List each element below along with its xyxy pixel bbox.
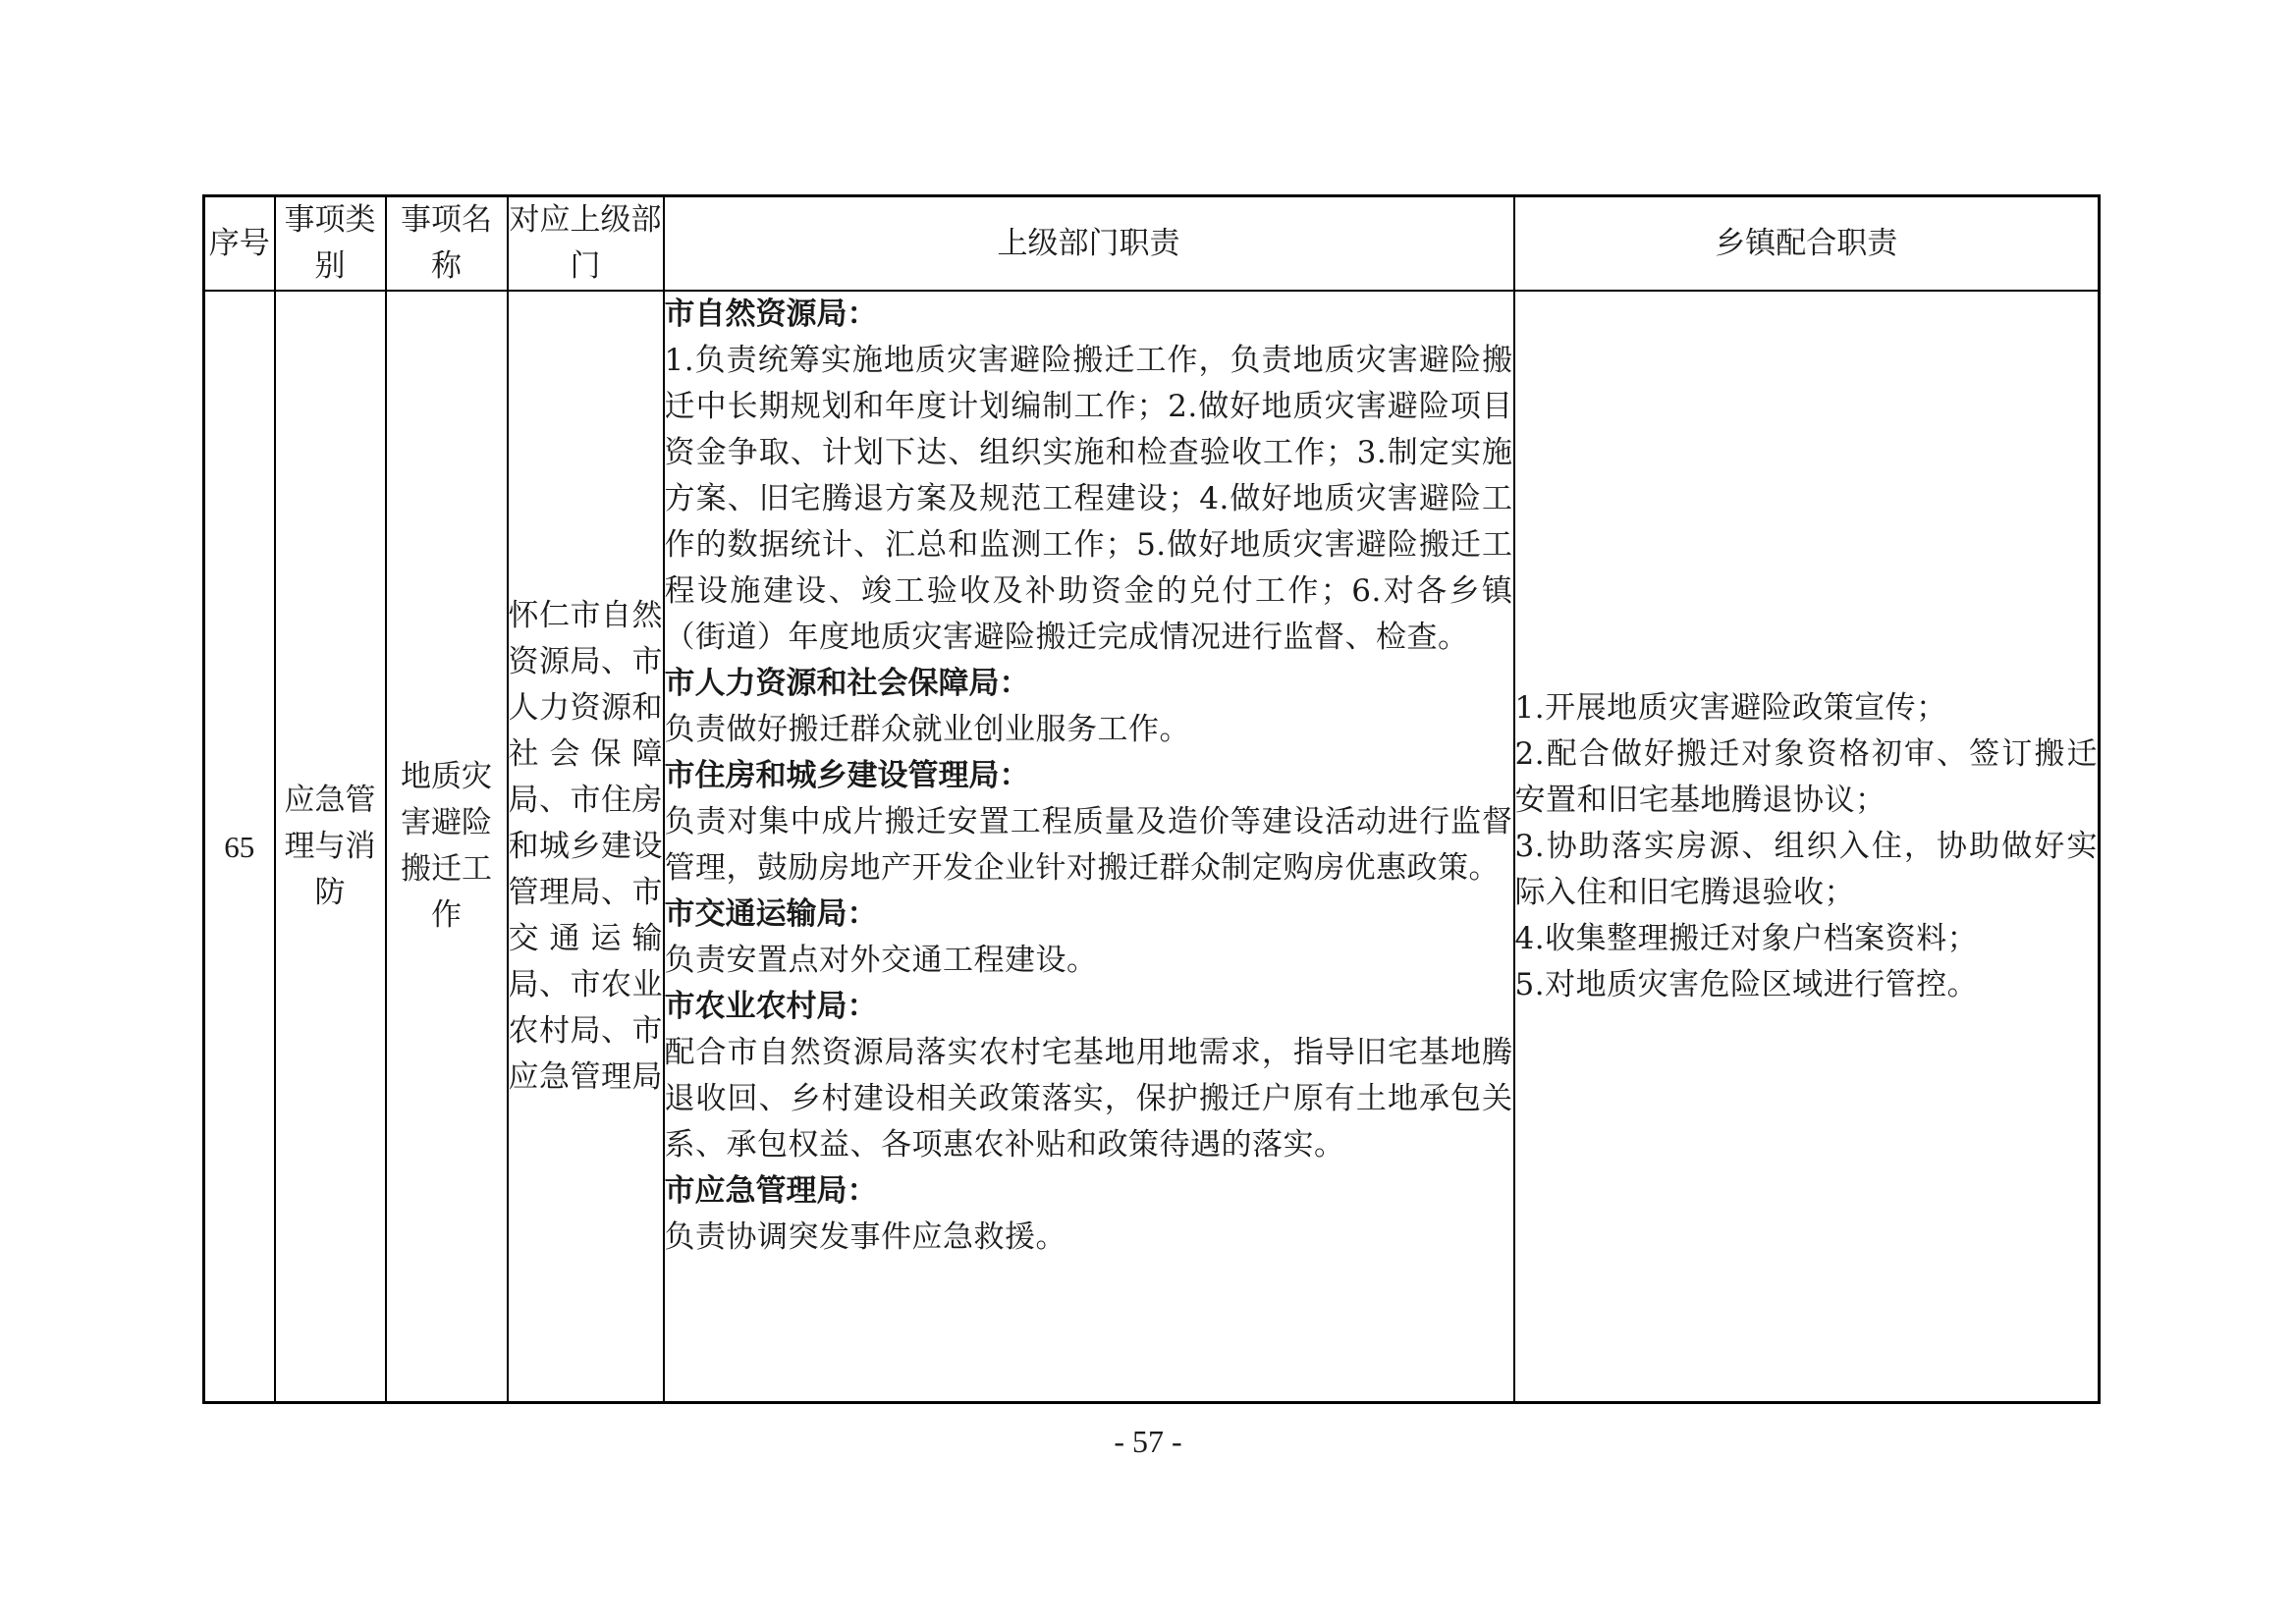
duty-text: 负责协调突发事件应急救援。 xyxy=(664,1219,1066,1255)
header-upper-duties: 上级部门职责 xyxy=(664,196,1514,292)
duty-text: 1.负责统筹实施地质灾害避险搬迁工作，负责地质灾害避险搬迁中长期规划和年度计划编制工作；2.做好地质灾害避险项目资金争取、计划下达、组织实施和检查验收工作；3.制定实施方案、旧宅腾退方案及规范工程建设；4.做好地质灾害避险工作的数据统计、汇总和监测工作；5.做好地质灾害避险搬迁工程设施建设、竣工验收及补助资金的兑付工作；6.对各乡镇（街道）年度地质灾害避险搬迁完成情况进行监督、检查。 xyxy=(664,343,1513,655)
town-duty-item: 4.收集整理搬迁对象户档案资料； xyxy=(1514,920,1979,956)
cell-dept-list: 怀仁市自然资源局、市人力资源和社会保障局、市住房和城乡建设管理局、市交通运输局、市农业农村局、市应急管理局 xyxy=(508,291,664,1403)
duty-text: 负责做好搬迁群众就业创业服务工作。 xyxy=(664,712,1190,747)
header-category: 事项类别 xyxy=(275,196,386,292)
duty-block xyxy=(665,984,1513,1168)
duty-text: 配合市自然资源局落实农村宅基地用地需求，指导旧宅基地腾退收回、乡村建设相关政策落实，保护搬迁户原有土地承包关系、承包权益、各项惠农补贴和政策待遇的落实。 xyxy=(664,1035,1513,1163)
duty-block xyxy=(665,892,1513,984)
duty-dept-name: 市交通运输局： xyxy=(664,896,878,932)
table-row xyxy=(204,291,2100,1403)
page-number: - 57 - xyxy=(1114,1424,1182,1459)
header-town-duties: 乡镇配合职责 xyxy=(1514,196,2100,292)
header-seq: 序号 xyxy=(204,196,275,292)
duty-dept-name: 市住房和城乡建设管理局： xyxy=(664,758,1030,793)
header-dept: 对应上级部门 xyxy=(508,196,664,292)
duty-dept-name: 市农业农村局： xyxy=(664,989,878,1024)
cell-seq: 65 xyxy=(204,291,275,1403)
town-duty-item: 1.开展地质灾害避险政策宣传； xyxy=(1514,689,1947,726)
cell-upper-duties xyxy=(664,291,1514,1403)
duty-dept-name: 市应急管理局： xyxy=(664,1173,878,1209)
duty-block xyxy=(665,661,1513,753)
duty-text: 负责对集中成片搬迁安置工程质量及造价等建设活动进行监督管理，鼓励房地产开发企业针对搬迁群众制定购房优惠政策。 xyxy=(664,804,1513,886)
duty-block xyxy=(665,292,1513,661)
cell-category: 应急管理与消防 xyxy=(275,291,386,1403)
duty-dept-name: 市人力资源和社会保障局： xyxy=(664,666,1030,701)
town-duty-item: 5.对地质灾害危险区域进行管控。 xyxy=(1514,966,1979,1002)
cell-town-duties xyxy=(1514,291,2100,1403)
duty-text: 负责安置点对外交通工程建设。 xyxy=(664,943,1098,978)
town-duty-item: 3.协助落实房源、组织入住，协助做好实际入住和旧宅腾退验收； xyxy=(1514,828,2098,910)
duty-block xyxy=(665,753,1513,892)
duty-dept-name: 市自然资源局： xyxy=(664,297,878,332)
duty-block xyxy=(665,1168,1513,1261)
town-duty-item: 2.配合做好搬迁对象资格初审、签订搬迁安置和旧宅基地腾退协议； xyxy=(1514,735,2098,818)
duty-table xyxy=(202,194,2101,1404)
table-header-row xyxy=(204,196,2100,292)
cell-item: 地质灾害避险搬迁工作 xyxy=(386,291,508,1403)
header-item: 事项名称 xyxy=(386,196,508,292)
